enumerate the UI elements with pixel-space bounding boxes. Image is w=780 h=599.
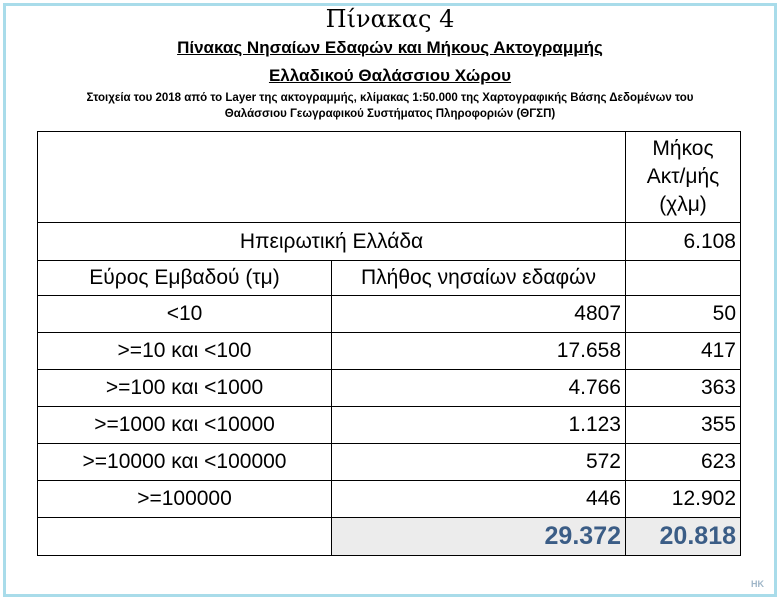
header-length-line-2: Ακτ/μής bbox=[646, 165, 720, 188]
table-row bbox=[38, 407, 741, 444]
row-length: 417 bbox=[626, 333, 741, 370]
source-note-line-2: Θαλάσσιου Γεωγραφικού Συστήματος Πληροφοριών (ΘΓΣΠ) bbox=[224, 108, 556, 120]
row-range: <10 bbox=[38, 296, 332, 333]
mainland-label: Ηπειρωτική Ελλάδα bbox=[38, 223, 626, 261]
col-area-header: Εύρος Εμβαδού (τμ) bbox=[38, 261, 332, 296]
row-range: >=1000 και <10000 bbox=[38, 407, 332, 444]
table-row bbox=[38, 481, 741, 518]
row-count: 17.658 bbox=[332, 333, 626, 370]
header-length-line-3: (χλμ) bbox=[659, 193, 707, 216]
coastline-table bbox=[37, 131, 741, 556]
row-length: 50 bbox=[626, 296, 741, 333]
col-islands-header: Πλήθος νησαίων εδαφών bbox=[332, 261, 626, 296]
table-row bbox=[38, 333, 741, 370]
header-length-cell bbox=[626, 132, 741, 223]
row-range: >=10000 και <100000 bbox=[38, 444, 332, 481]
table-row bbox=[38, 444, 741, 481]
table-row bbox=[38, 370, 741, 407]
header-length-line-1: Μήκος bbox=[652, 137, 714, 160]
row-range: >=100000 bbox=[38, 481, 332, 518]
table-row bbox=[38, 296, 741, 333]
source-note-line-1: Στοιχεία του 2018 από το Layer της ακτογραμμής, κλίμακας 1:50.000 της Χαρτογραφικής Βάσης Δεδομένων του bbox=[86, 92, 694, 104]
total-length: 20.818 bbox=[626, 518, 741, 556]
totals-empty-cell bbox=[38, 518, 332, 556]
page-title: Πίνακας 4 bbox=[325, 5, 455, 33]
row-range: >=10 και <100 bbox=[38, 333, 332, 370]
row-length: 363 bbox=[626, 370, 741, 407]
row-length: 12.902 bbox=[626, 481, 741, 518]
row-count: 4.766 bbox=[332, 370, 626, 407]
heading-line-2: Ελλαδικού Θαλάσσιου Χώρου bbox=[268, 66, 512, 85]
mainland-length: 6.108 bbox=[626, 223, 741, 261]
table-header-row bbox=[38, 132, 741, 223]
mainland-row bbox=[38, 223, 741, 261]
row-count: 572 bbox=[332, 444, 626, 481]
row-range: >=100 και <1000 bbox=[38, 370, 332, 407]
watermark-initials: HK bbox=[751, 579, 764, 589]
col-empty-header bbox=[626, 261, 741, 296]
heading-line-1: Πίνακας Νησαίων Εδαφών και Μήκους Ακτογραμμής bbox=[177, 38, 603, 57]
total-count: 29.372 bbox=[332, 518, 626, 556]
column-header-row bbox=[38, 261, 741, 296]
row-length: 623 bbox=[626, 444, 741, 481]
row-count: 1.123 bbox=[332, 407, 626, 444]
header-empty-cell bbox=[38, 132, 626, 223]
row-count: 446 bbox=[332, 481, 626, 518]
row-count: 4807 bbox=[332, 296, 626, 333]
row-length: 355 bbox=[626, 407, 741, 444]
totals-row bbox=[38, 518, 741, 556]
